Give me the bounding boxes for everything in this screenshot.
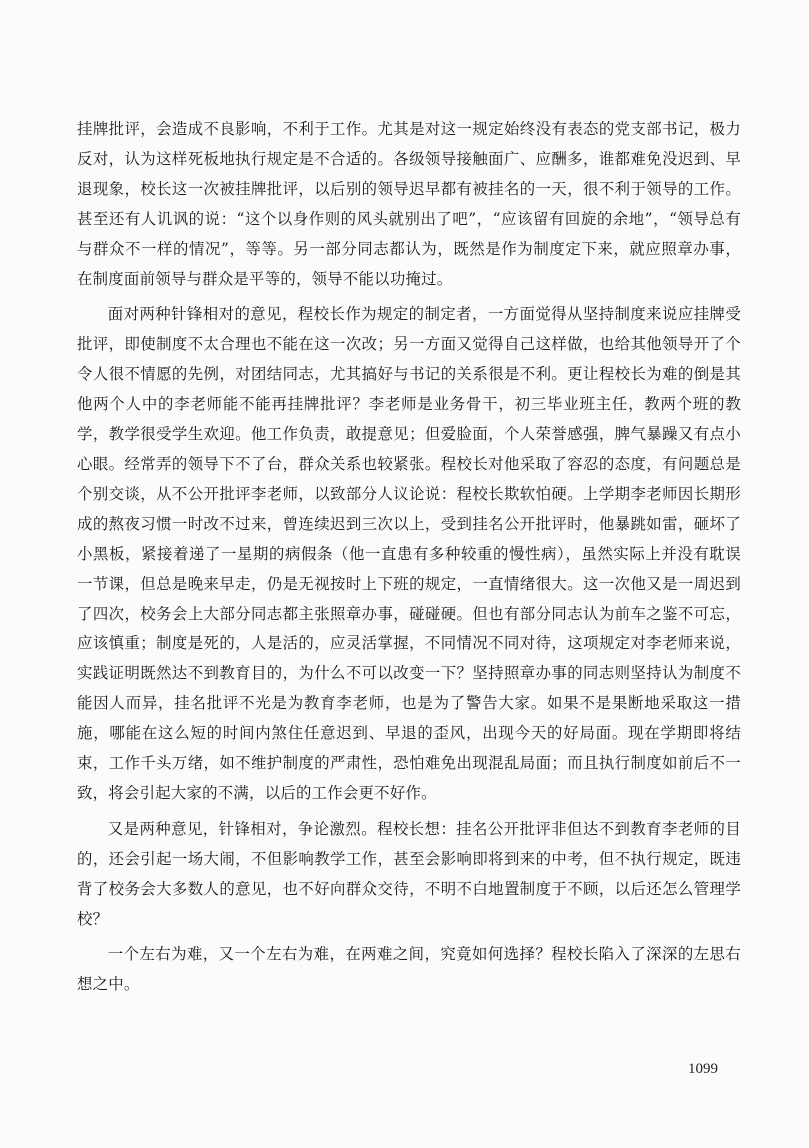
page-number: 1099 [688,1061,718,1077]
paragraph-1: 挂牌批评，会造成不良影响，不利于工作。尤其是对这一规定始终没有表态的党支部书记，极力反对，认为这样死板地执行规定是不合适的。各级领导接触面广、应酬多，谁都难免没迟到、早退现象，校长这一次被挂牌批评，以后别的领导迟早都有被挂名的一天，很不利于领导的工作。甚至还有人讥讽的说：“这个以身作则的风头就别出了吧”，“应该留有回旋的余地”，“领导总有与群众不一样的情况”，等等。另一部分同志都认为，既然是作为制度定下来，就应照章办事，在制度面前领导与群众是平等的，领导不能以功掩过。 [77,120,741,288]
paragraph-2: 面对两种针锋相对的意见，程校长作为规定的制定者，一方面觉得从坚持制度来说应挂牌受批评，即使制度不太合理也不能在这一次改；另一方面又觉得自己这样做，也给其他领导开了个令人很不情愿的先例，对团结同志，尤其搞好与书记的关系很是不利。更让程校长为难的倒是其他两个人中的李老师能不能再挂牌批评？李老师是业务骨干，初三毕业班主任，教两个班的教学，教学很受学生欢迎。他工作负责，敢提意见；但爱脸面，个人荣誉感强，脾气暴躁又有点小心眼。经常弄的领导下不了台，群众关系也较紧张。程校长对他采取了容忍的态度，有问题总是个别交谈，从不公开批评李老师，以致部分人议论说：程校长欺软怕硬。上学期李老师因长期形成的熬夜习惯一时改不过来，曾连续迟到三次以上，受到挂名公开批评时，他暴跳如雷，砸坏了小黑板，紧接着递了一星期的病假条（他一直患有多种较重的慢性病），虽然实际上并没有耽误一节课，但总是晚来早走，仍是无视按时上下班的规定，一直情绪很大。这一次他又是一周迟到了四次，校务会上大部分同志都主张照章办事，碰碰硬。但也有部分同志认为前车之鉴不可忘，应该慎重；制度是死的，人是活的，应灵活掌握，不同情况不同对待，这项规定对李老师来说，实践证明既然达不到教育目的，为什么不可以改变一下？坚持照章办事的同志则坚持认为制度不能因人而异，挂名批评不光是为教育李老师，也是为了警告大家。如果不是果断地采取这一措施，哪能在这么短的时间内煞住任意迟到、早退的歪风，出现今天的好局面。现在学期即将结束，工作千头万绪，如不维护制度的严肃性，恐怕难免出现混乱局面；而且执行制度如前后不一致，将会引起大家的不满，以后的工作会更不好作。 [77,305,741,802]
body-text [77,115,741,1006]
paragraph-4: 一个左右为难，又一个左右为难，在两难之间，究竟如何选择？程校长陷入了深深的左思右想之中。 [77,945,741,994]
paragraph-3: 又是两种意见，针锋相对，争论激烈。程校长想：挂名公开批评非但达不到教育李老师的目的，还会引起一场大闹，不但影响教学工作，甚至会影响即将到来的中考，但不执行规定，既违背了校务会大多数人的意见，也不好向群众交待，不明不白地置制度于不顾，以后还怎么管理学校？ [77,819,741,928]
